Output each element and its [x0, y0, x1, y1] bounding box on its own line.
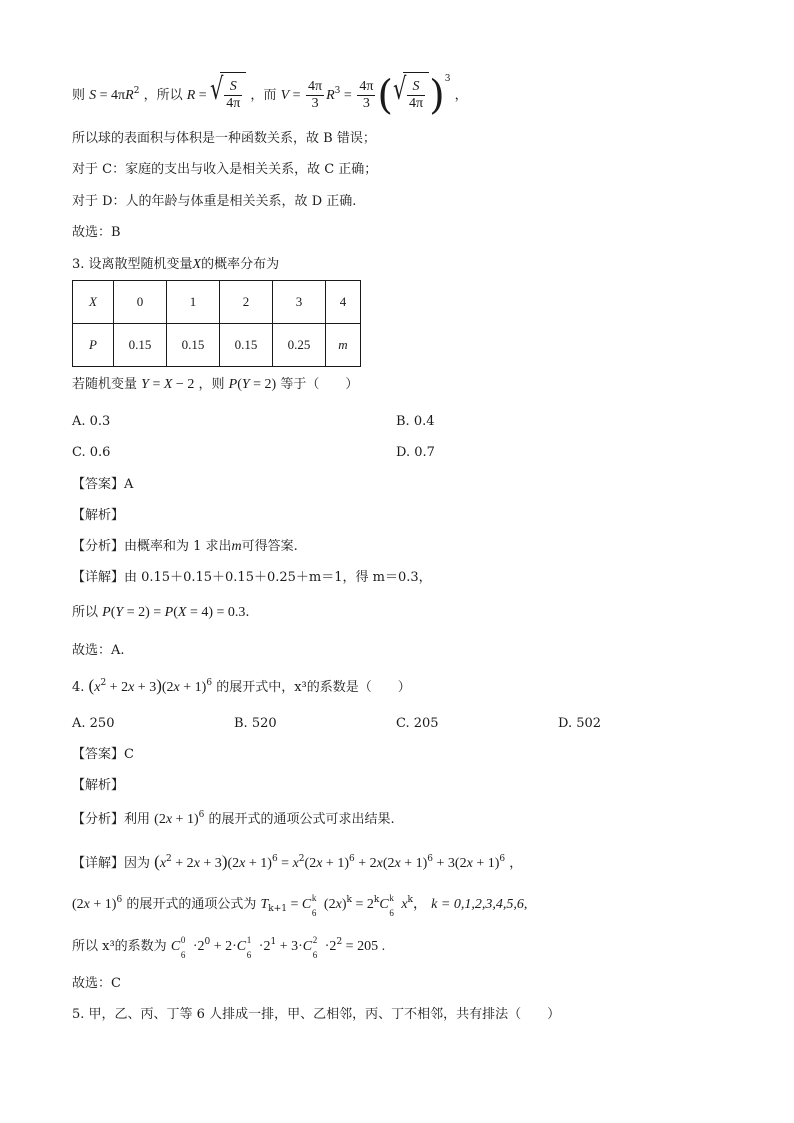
table-row — [73, 281, 361, 324]
analysis-line: 【分析】由概率和为 1 求出m可得答案. — [72, 539, 298, 554]
table-cell: 2 — [220, 281, 273, 324]
text-ze: 则 — [72, 88, 86, 103]
table-cell: 4 — [326, 281, 361, 324]
option-c: C. 205 — [396, 716, 439, 731]
analysis-label: 【解析】 — [72, 508, 125, 523]
formula-surface: S — [89, 88, 97, 103]
table-cell: 0.15 — [114, 324, 167, 367]
choice-line: 故选：A. — [72, 643, 125, 658]
option-a: A. 250 — [72, 716, 115, 731]
analysis-line: 【分析】利用 $(2x + 1)^6$ 的展开式的通项公式可求出结果. — [72, 810, 395, 827]
detail-line: 【详解】因为 $(x^2 + 2x + 3)(2x + 1)^6 = x^2(2x + 1)^6 + 2x(2x + 1)^6 + 3(2x + 1)^6$ ， — [72, 852, 523, 871]
text-line: 对于 D：人的年龄与体重是相关关系，故 D 正确. — [72, 194, 357, 209]
general-term-line: $(2x + 1)^6$ 的展开式的通项公式为 $T_{k+1} = C$ k 6 $(2x)^k = 2^kC$ k 6 $x^k$， k = 0,1,2,3,4,5,6, — [72, 893, 528, 918]
distribution-table — [72, 280, 361, 367]
option-c: C. 0.6 — [72, 445, 111, 460]
volume-formula-line: 则 $S = 4\pi R^2$ ，所以 R = √ $\frac{S}{4\pi}$ ，而 V = $\frac{4\pi}{3}$ $R^3$ = $\frac{4\pi}{3}$ ( √ $\frac{S}{4\pi}$ )$^3$ ， — [72, 72, 468, 119]
option-b: B. 0.4 — [396, 414, 435, 429]
table-cell: P — [73, 324, 114, 367]
conclusion-line: 所以 P(Y = 2) = P(X = 4) = 0.3. — [72, 605, 250, 620]
analysis-label: 【解析】 — [72, 778, 125, 793]
answer-line: 故选：B — [72, 225, 121, 240]
text-line: 所以球的表面积与体积是一种函数关系，故 B 错误； — [72, 131, 376, 146]
question-5-stem: 5. 甲，乙、丙、丁等 6 人排成一排，甲、乙相邻，丙、丁不相邻，共有排法（ ） — [72, 1007, 561, 1022]
table-cell: 0.15 — [167, 324, 220, 367]
text-er: ，而 — [250, 88, 277, 103]
text-suoyi: ，所以 — [143, 88, 183, 103]
option-d: D. 0.7 — [396, 445, 435, 460]
answer-label: 【答案】C — [72, 747, 134, 762]
option-d: D. 502 — [558, 716, 602, 731]
radius-sqrt: √ $\frac{S}{4\pi}$ — [210, 72, 246, 119]
table-cell: m — [326, 324, 361, 367]
question-3-ask: 若随机变量 Y = X − 2 ，则 P(Y = 2) 等于（ ） — [72, 377, 359, 392]
option-a: A. 0.3 — [72, 414, 111, 429]
detail-line: 【详解】由 0.15＋0.15＋0.15＋0.25＋m＝1，得 m＝0.3， — [72, 570, 432, 585]
table-cell: 3 — [273, 281, 326, 324]
text-line: 对于 C：家庭的支出与收入是相关关系，故 C 正确； — [72, 162, 378, 177]
coefficient-line: 所以 x³的系数为 C 0 6 $\cdot 2^0 + 2\cdot C$ 1 6 $\cdot 2^1 + 3\cdot C$ 2 6 $\cdot 2^2 = 205$ . — [72, 935, 386, 960]
question-3-stem: 3. 设离散型随机变量X的概率分布为 — [72, 257, 280, 272]
table-cell: X — [73, 281, 114, 324]
answer-label: 【答案】A — [72, 477, 134, 492]
table-cell: 0 — [114, 281, 167, 324]
table-row — [73, 324, 361, 367]
option-b: B. 520 — [234, 716, 277, 731]
question-4-stem: 4. $(x^2 + 2x + 3)(2x + 1)^6$ 的展开式中，x³的系数是（ ） — [72, 676, 411, 695]
table-cell: 1 — [167, 281, 220, 324]
table-cell: 0.25 — [273, 324, 326, 367]
choice-line: 故选：C — [72, 976, 121, 991]
table-cell: 0.15 — [220, 324, 273, 367]
